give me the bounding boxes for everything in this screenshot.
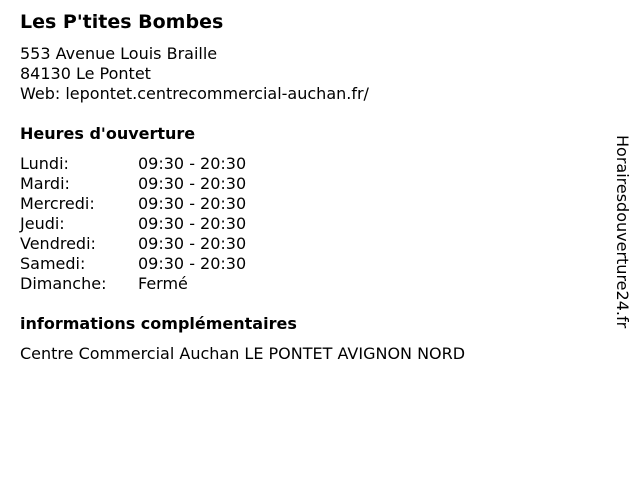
opening-hours-heading: Heures d'ouverture — [20, 124, 196, 143]
day-label: Dimanche: — [20, 274, 107, 293]
store-address — [20, 44, 369, 104]
store-name: Les P'tites Bombes — [20, 11, 224, 33]
hours-row-tuesday — [20, 174, 246, 194]
time-value: 09:30 - 20:30 — [138, 214, 247, 233]
store-website: Web: lepontet.centrecommercial-auchan.fr/ — [20, 84, 369, 103]
day-label: Samedi: — [20, 254, 86, 273]
time-value: 09:30 - 20:30 — [138, 254, 247, 273]
time-value: 09:30 - 20:30 — [138, 154, 247, 173]
opening-hours-list — [20, 154, 246, 294]
additional-info-text: Centre Commercial Auchan LE PONTET AVIGNON NORD — [20, 344, 466, 363]
hours-row-friday — [20, 234, 246, 254]
time-value: 09:30 - 20:30 — [138, 174, 247, 193]
hours-row-sunday — [20, 274, 246, 294]
time-value: 09:30 - 20:30 — [138, 194, 247, 213]
hours-row-thursday — [20, 214, 246, 234]
address-street: 553 Avenue Louis Braille — [20, 44, 218, 63]
day-label: Mercredi: — [20, 194, 95, 213]
day-label: Lundi: — [20, 154, 69, 173]
day-label: Vendredi: — [20, 234, 96, 253]
watermark-text: Horairesdouverture24.fr — [613, 135, 632, 329]
day-label: Mardi: — [20, 174, 70, 193]
address-city: 84130 Le Pontet — [20, 64, 151, 83]
time-value: 09:30 - 20:30 — [138, 234, 247, 253]
hours-row-wednesday — [20, 194, 246, 214]
additional-info-heading: informations complémentaires — [20, 314, 297, 333]
hours-row-monday — [20, 154, 246, 174]
day-label: Jeudi: — [20, 214, 65, 233]
time-value: Fermé — [138, 274, 188, 293]
hours-row-saturday — [20, 254, 246, 274]
site-watermark — [612, 135, 632, 345]
